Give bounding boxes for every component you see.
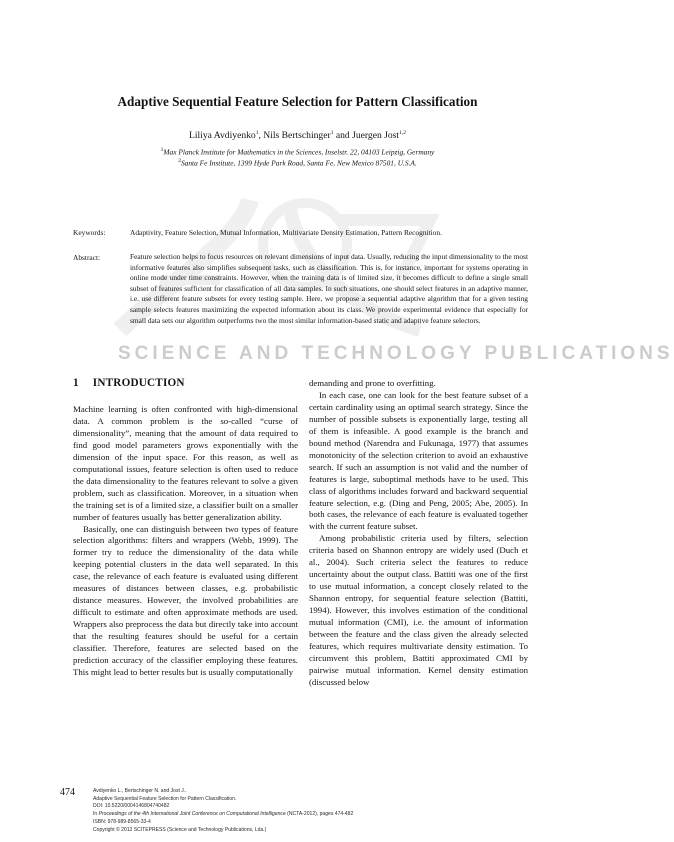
author-list <box>0 130 595 141</box>
affil-marker: 2 <box>178 158 181 164</box>
footer-venue: Proceedings of the 4th International Joint Conference on Computational Intelligence <box>98 811 286 818</box>
affiliation-2 <box>0 158 595 167</box>
affiliation-1 <box>0 147 595 156</box>
section-title: INTRODUCTION <box>92 377 185 389</box>
abstract-label: Abstract: <box>73 253 101 262</box>
footer-line: Avdiyenko L., Bertschinger N. and Jost J.. <box>93 788 187 794</box>
keywords-label: Keywords: <box>73 228 106 237</box>
left-column <box>73 404 298 679</box>
author-affil-marker: 1 <box>255 130 259 136</box>
citation-footer <box>93 788 353 834</box>
affil-text: Santa Fe Institute, 1399 Hyde Park Road, Santa Fe, New Mexico 87501, U.S.A. <box>180 158 417 168</box>
paragraph: Machine learning is often confronted with high-dimensional data. A common problem is the so-called “curse of dimensionality”, meaning that the amount of data required to find good model parameters grows exponentially with the dimension of the input space. For this reason, as well as computational issues, feature selection is often used to reduce the data dimensionality to the features relevant to solve a given problem, such as classification. Moreover, in a situation when the training set is of a limited size, a classifier built on a smaller number of features usually has better generalization ability. <box>73 404 298 522</box>
abstract-text: Feature selection helps to focus resources on relevant dimensions of input data. Usually, reducing the input dimensionality to the most informative features also simplifies subsequent tasks, such as classification. This is, for instance, important for systems operating in online mode under time constraints. However, when the training data is of limited size, it becomes difficult to define a single small subset of features sufficient for classification of all data samples. In such situations, one should select features in an adaptive manner, i.e. use different feature subsets for every testing sample. Here, we propose a sequential adaptive algorithm that for a given testing sample selects features maximizing the expected information about its class. We provide experimental evidence that especially for small data sets our algorithm outperforms two the most similar information-based static and adaptive feature selectors. <box>130 252 528 325</box>
section-heading <box>73 377 185 389</box>
paragraph: Among probabilistic criteria used by filters, selection criteria based on Shannon entropy are widely used (Duch et al., 2004). Such criteria select the features to reduce uncertainty about the output class. Battiti was one of the first to use mutual information, a concept closely related to the Shannon entropy, for sequential feature selection (Battiti, 1994). However, this involves estimation of the conditional mutual information (CMI), i.e. the amount of information between the feature and the class given the already selected features, which requires multivariate density estimation. To circumvent this problem, Battiti approximated CMI by pairwise mutual information. Kernel density estimation (discussed below <box>309 533 528 687</box>
author-affil-marker: 1,2 <box>399 130 406 136</box>
affil-text: Max Planck Institute for Mathematics in the Sciences, Inselstr. 22, 04103 Leipzig, Germany <box>163 147 435 157</box>
footer-line: Adaptive Sequential Feature Selection for Pattern Classification. <box>93 795 237 802</box>
section-number: 1 <box>73 377 79 389</box>
author-name: Nils Bertschinger <box>263 130 331 142</box>
author-separator: , <box>258 130 264 142</box>
page-number: 474 <box>60 787 75 798</box>
right-column <box>309 378 528 689</box>
footer-text: (NCTA-2012), pages 474-482 <box>285 811 354 818</box>
author-separator: and <box>333 130 353 142</box>
author-name: Liliya Avdiyenko <box>189 130 256 142</box>
watermark-text: SCIENCE AND TECHNOLOGY PUBLICATIONS <box>118 343 674 364</box>
footer-doi: DOI: 10.5220/0004146804740482 <box>93 803 170 810</box>
affil-marker: 1 <box>160 147 164 153</box>
paragraph: Basically, one can distinguish between two types of feature selection algorithms: filters and wrappers (Webb, 1999). The former try to reduce the dimensionality of the data while keeping potential clusters in the data well separated. In this case, the relevance of each feature is evaluated using different measures of distances between classes, e.g. probabilistic distance measures. However, the involved probabilities are difficult to estimate and often approximate methods are used. Wrappers also preprocess the data but directly take into account that the resulting features should be useful for a certain classifier. Therefore, features are selected based on the prediction accuracy of the classifier employing these features. This might lead to better results but is usually computationally <box>73 523 298 677</box>
footer-isbn: ISBN: 978-989-8565-33-4 <box>93 818 151 825</box>
paper-title: Adaptive Sequential Feature Selection for Pattern Classification <box>117 94 478 109</box>
keywords-text: Adaptivity, Feature Selection, Mutual Information, Multivariate Density Estimation, Pattern Recognition. <box>130 228 442 237</box>
author-name: Juergen Jost <box>352 130 400 142</box>
footer-copyright: Copyright © 2012 SCITEPRESS (Science and Technology Publications, Lda.) <box>93 826 267 833</box>
author-affil-marker: 1 <box>330 130 334 136</box>
footer-text: In <box>93 811 99 818</box>
paragraph: demanding and prone to overfitting. <box>309 378 436 388</box>
footer-proceedings <box>93 811 353 819</box>
paragraph: In each case, one can look for the best feature subset of a certain cardinality using an optimal search strategy. Since the number of possible subsets is exponentially large, testing all of them is infeasible. A good example is the branch and bound method (Narendra and Fukunaga, 1977) that assumes monotonicity of the selection criterion to avoid an exhaustive search. If such an assumption is not valid and the number of features is large, suboptimal methods have to be used. This class of algorithms includes forward and backward sequential feature selection, e.g. (Ding and Peng, 2005; Abe, 2005). In both cases, the relevance of each feature is evaluated together with the current feature subset. <box>309 389 528 532</box>
